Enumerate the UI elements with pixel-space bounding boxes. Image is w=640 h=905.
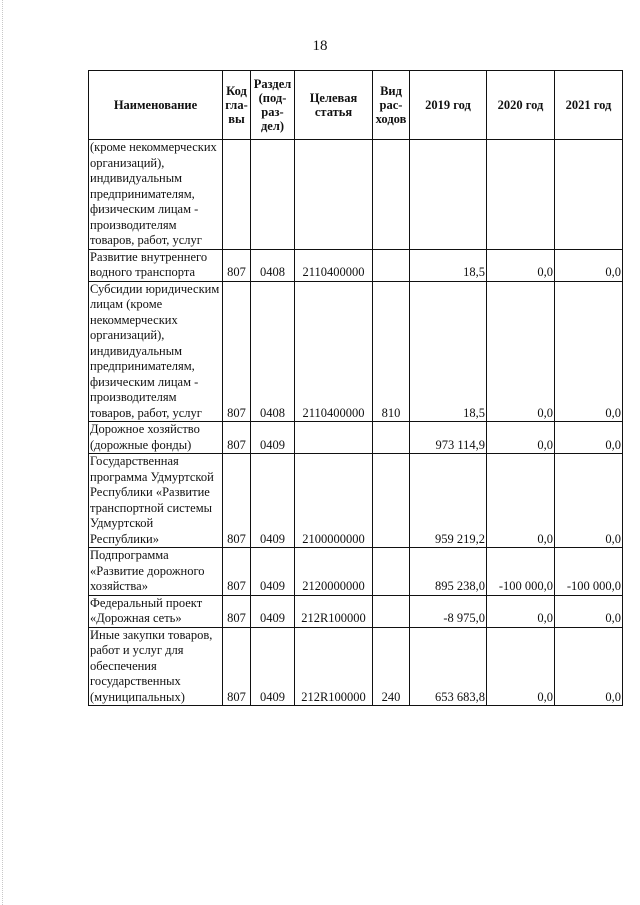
- row-2021: -100 000,0: [555, 548, 623, 596]
- row-2021: [555, 140, 623, 250]
- row-2019: 18,5: [410, 249, 487, 281]
- row-name: Федеральный проект «Дорожная сеть»: [89, 595, 223, 627]
- row-glava: 807: [223, 595, 251, 627]
- row-2021: 0,0: [555, 281, 623, 422]
- row-2020: [487, 140, 555, 250]
- row-name: Иные закупки товаров, работ и услуг для обеспечения государственных (муниципальных): [89, 627, 223, 706]
- row-2019: [410, 140, 487, 250]
- row-2021: 0,0: [555, 422, 623, 454]
- row-name: Дорожное хозяйство (дорожные фонды): [89, 422, 223, 454]
- table-row: [89, 281, 623, 422]
- row-2020: 0,0: [487, 627, 555, 706]
- row-2020: -100 000,0: [487, 548, 555, 596]
- row-name: Государственная программа Удмуртской Республики «Развитие транспортной системы Удмуртской Республики»: [89, 454, 223, 548]
- header-glava: Код гла- вы: [223, 71, 251, 140]
- row-2019: 959 219,2: [410, 454, 487, 548]
- row-glava: 807: [223, 281, 251, 422]
- row-statya: 2110400000: [295, 281, 373, 422]
- row-vid: [373, 140, 410, 250]
- header-statya: Целевая статья: [295, 71, 373, 140]
- row-statya: 2100000000: [295, 454, 373, 548]
- row-name: (кроме некоммерческих организаций), индивидуальным предпринимателям, физическим лицам - производителям товаров, работ, услуг: [89, 140, 223, 250]
- row-razdel: 0409: [251, 454, 295, 548]
- row-razdel: 0409: [251, 595, 295, 627]
- row-2020: 0,0: [487, 595, 555, 627]
- row-vid: [373, 595, 410, 627]
- row-glava: 807: [223, 249, 251, 281]
- table-row: [89, 454, 623, 548]
- row-razdel: 0408: [251, 249, 295, 281]
- table-row: [89, 249, 623, 281]
- row-2020: 0,0: [487, 249, 555, 281]
- row-2019: -8 975,0: [410, 595, 487, 627]
- row-2020: 0,0: [487, 454, 555, 548]
- row-vid: 810: [373, 281, 410, 422]
- row-glava: 807: [223, 422, 251, 454]
- row-statya: 2110400000: [295, 249, 373, 281]
- row-glava: 807: [223, 454, 251, 548]
- row-razdel: 0409: [251, 422, 295, 454]
- row-statya: 212R100000: [295, 595, 373, 627]
- row-name: Субсидии юридическим лицам (кроме некоммерческих организаций), индивидуальным предпринимателям, физическим лицам - производителям товаров, работ, услуг: [89, 281, 223, 422]
- row-2020: 0,0: [487, 281, 555, 422]
- row-statya: [295, 422, 373, 454]
- row-razdel: 0409: [251, 627, 295, 706]
- header-2021: 2021 год: [555, 71, 623, 140]
- header-name: Наименование: [89, 71, 223, 140]
- row-razdel: [251, 140, 295, 250]
- row-razdel: 0409: [251, 548, 295, 596]
- page-number: 18: [312, 38, 328, 54]
- row-2019: 653 683,8: [410, 627, 487, 706]
- header-2020: 2020 год: [487, 71, 555, 140]
- row-vid: [373, 422, 410, 454]
- row-statya: 2120000000: [295, 548, 373, 596]
- table-row: [89, 140, 623, 250]
- row-vid: [373, 548, 410, 596]
- row-2021: 0,0: [555, 249, 623, 281]
- header-row: [89, 71, 623, 140]
- table-row: [89, 422, 623, 454]
- table-row: [89, 548, 623, 596]
- header-razdel: Раздел (под- раз- дел): [251, 71, 295, 140]
- row-2019: 973 114,9: [410, 422, 487, 454]
- row-glava: 807: [223, 548, 251, 596]
- header-2019: 2019 год: [410, 71, 487, 140]
- row-name: Подпрограмма «Развитие дорожного хозяйства»: [89, 548, 223, 596]
- row-2021: 0,0: [555, 627, 623, 706]
- row-vid: [373, 249, 410, 281]
- row-2021: 0,0: [555, 595, 623, 627]
- table-row: [89, 627, 623, 706]
- row-name: Развитие внутреннего водного транспорта: [89, 249, 223, 281]
- row-2020: 0,0: [487, 422, 555, 454]
- row-razdel: 0408: [251, 281, 295, 422]
- scan-edge: [2, 0, 4, 905]
- row-2019: 18,5: [410, 281, 487, 422]
- budget-table: [88, 70, 623, 706]
- row-glava: 807: [223, 627, 251, 706]
- table-row: [89, 595, 623, 627]
- row-2021: 0,0: [555, 454, 623, 548]
- row-statya: [295, 140, 373, 250]
- header-vid: Вид рас- ходов: [373, 71, 410, 140]
- row-statya: 212R100000: [295, 627, 373, 706]
- row-vid: 240: [373, 627, 410, 706]
- row-glava: [223, 140, 251, 250]
- row-vid: [373, 454, 410, 548]
- row-2019: 895 238,0: [410, 548, 487, 596]
